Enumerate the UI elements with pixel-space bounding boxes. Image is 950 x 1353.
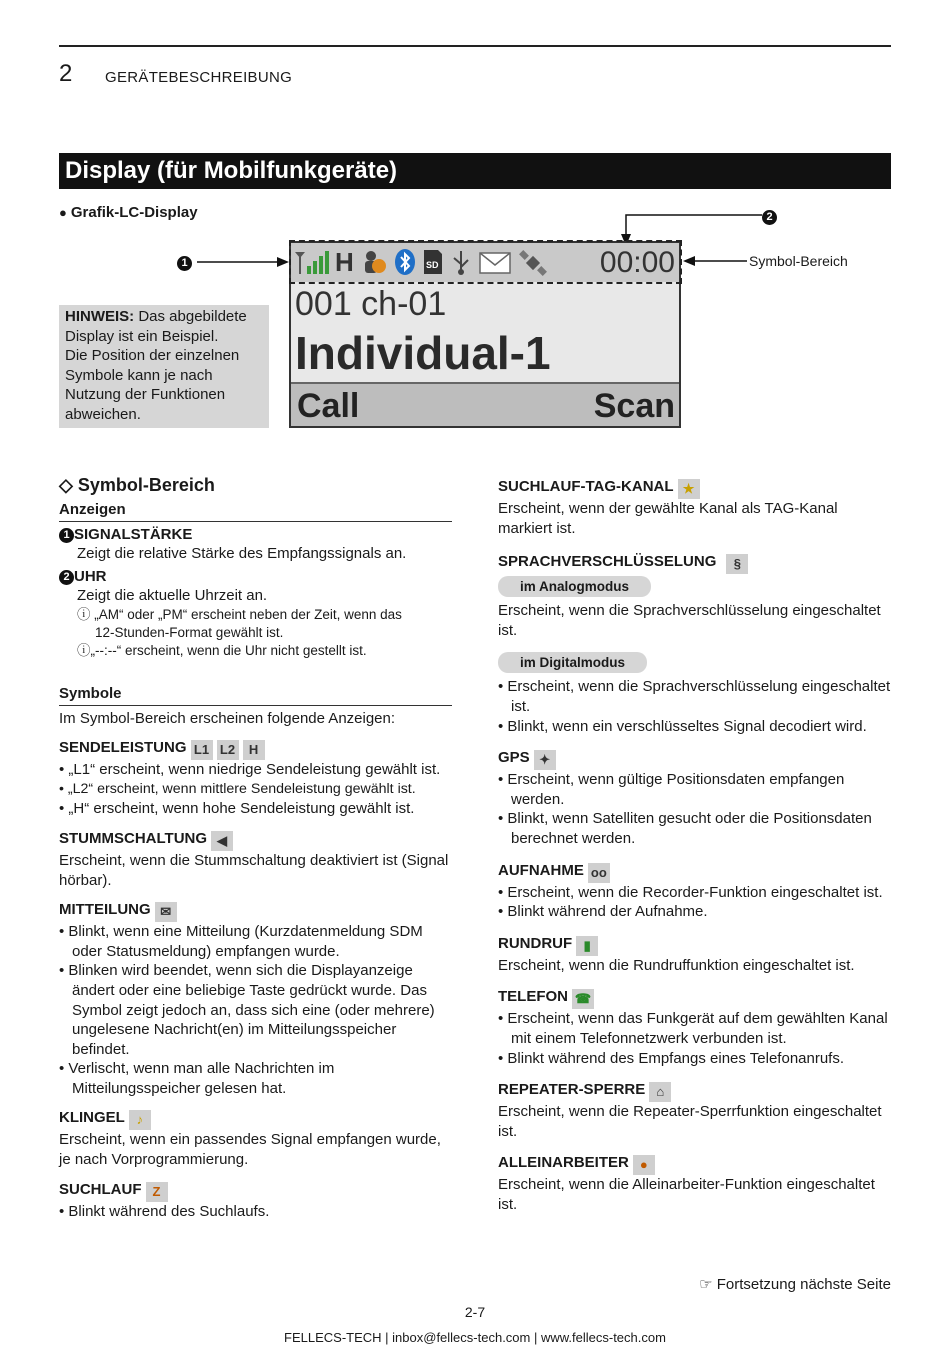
bell-heading [59,1108,452,1130]
num-1-icon: 1 [59,528,74,543]
digital-mode-pill-wrap [498,652,891,673]
broadcast-heading [498,934,891,956]
lone-worker-label: ALLEINARBEITER [498,1154,629,1172]
list-item-text: Blinken wird beendet, wenn sich die Displayanzeige ändert oder eine beliebige Taste gedrückt wurde. Das Symbol zeigt jedoch an, dass sich eine (oder mehrere) ungelesene Nachricht(en) im Mitteilungsspeicher befindet. [68,962,435,1058]
list-item-text: Blinkt während des Empfangs eines Telefonanrufs. [507,1049,845,1067]
chapter-title: GERÄTEBESCHREIBUNG [105,69,293,86]
clock-display: 00:00 [599,246,675,279]
low-power-2-icon: L2 [217,740,239,760]
list-item: • Blinkt, wenn eine Mitteilung (Kurzdatenmeldung SDM oder Statusmeldung) empfangen wurde. [59,923,423,960]
analog-mode-pill-wrap [498,576,891,597]
bell-label: KLINGEL [59,1109,125,1127]
note-line: Symbole kann je nach [65,366,213,384]
list-item-text: Erscheint, wenn die Recorder-Funktion eingeschaltet ist. [507,883,883,901]
symbol-area-arrow [683,254,747,268]
list-item: • Blinkt während des Empfangs eines Telefonanrufs. [498,1049,845,1067]
high-power-icon: H [335,247,354,277]
message-heading [59,900,452,922]
scan-icon: Z [146,1182,168,1202]
tape-icon: oo [588,863,610,883]
power-heading [59,738,452,760]
scrambler-label: SPRACHVERSCHLÜSSELUNG [498,553,717,571]
subsection-heading [59,203,198,223]
continued-note: ☞ Fortsetzung nächste Seite [699,1276,891,1293]
star-icon: ★ [678,479,700,499]
list-item-text: „L1“ erscheint, wenn niedrige Sendeleistung gewählt ist. [68,761,441,779]
note-line: abweichen. [65,405,141,423]
list-item: • Erscheint, wenn gültige Positionsdaten empfangen werden. [498,771,845,808]
list-item: • „H“ erscheint, wenn hohe Sendeleistung gewählt ist. [59,800,415,818]
list-item: • Blinkt, wenn Satelliten gesucht oder die Positionsdaten berechnet werden. [498,810,872,847]
scrambler-heading [498,552,891,574]
left-column [59,474,452,1221]
broadcast-label: RUNDRUF [498,934,573,952]
recording-label: AUFNAHME [498,861,584,879]
scan-heading [59,1180,452,1202]
broadcast-text: Erscheint, wenn die Rundruffunktion eingeschaltet ist. [498,956,855,974]
page-number: 2-7 [464,1304,486,1320]
right-column [498,474,891,1214]
list-item: • Erscheint, wenn die Recorder-Funktion eingeschaltet ist. [498,883,883,901]
note-line: Display ist ein Beispiel. [65,327,219,345]
note-line: Die Position der einzelnen [65,347,240,365]
tag-heading [498,477,891,499]
telephone-heading [498,987,891,1009]
header-rule [59,45,891,47]
note-line: Nutzung der Funktionen [65,386,226,404]
repeater-lockout-heading [498,1080,891,1102]
callout-2: 2 [762,207,777,227]
callout-1-arrow [197,255,289,269]
message-label: MITTEILUNG [59,901,151,919]
low-power-1-icon: L1 [191,740,213,760]
gps-label: GPS [498,749,530,767]
mute-label: STUMMSCHALTUNG [59,829,208,847]
callout-1: 1 [177,253,192,273]
repeater-lockout-text: Erscheint, wenn die Repeater-Sperrfunktion eingeschaltet ist. [498,1103,882,1140]
repeater-lockout-label: REPEATER-SPERRE [498,1081,646,1099]
section-title-bar [59,153,891,189]
satellite-icon: ✦ [534,750,556,770]
speaker-icon: ◀ [211,831,233,851]
broadcast-icon: ▮ [576,936,598,956]
list-item-text: Blinkt, wenn Satelliten gesucht oder die Positionsdaten berechnet werden. [507,810,872,847]
section-title: Display (für Mobilfunkgeräte) [65,157,398,184]
symbols-heading: Symbole [59,684,452,706]
envelope-icon: ✉ [155,902,177,922]
footer-line: FELLECS-TECH | inbox@fellecs-tech.com | www.fellecs-tech.com [284,1330,666,1345]
mute-text: Erscheint, wenn die Stummschaltung deaktiviert ist (Signal hörbar). [59,851,449,889]
analog-mode-pill: im Analogmodus [498,576,651,597]
lone-worker-heading [498,1153,891,1175]
list-item: • Blinkt während der Aufnahme. [498,903,708,921]
scan-label: SUCHLAUF [59,1180,142,1198]
recording-heading [498,861,891,883]
list-item: • „L1“ erscheint, wenn niedrige Sendeleistung gewählt ist. [59,761,441,779]
list-item-text: „H“ erscheint, wenn hohe Sendeleistung gewählt ist. [68,800,415,818]
power-label: SENDELEISTUNG [59,739,187,757]
bell-icon: ♪ [129,1110,151,1130]
symbol-area-heading: ◇ Symbol-Bereich [59,475,215,495]
tag-label: SUCHLAUF-TAG-KANAL [498,478,674,495]
subsection-title: Grafik-LC-Display [70,204,198,221]
scrambler-icon: § [726,554,748,574]
list-item: • Blinkt während des Suchlaufs. [59,1202,270,1220]
telephone-label: TELEFON [498,988,568,1006]
phone-icon: ☎ [572,989,594,1009]
lone-worker-icon: ● [633,1155,655,1175]
bullet-icon: ● [59,205,67,220]
indicators-heading: Anzeigen [59,500,452,522]
list-item-text: Erscheint, wenn gültige Positionsdaten empfangen werden. [507,771,845,808]
mute-heading [59,829,452,851]
list-item-text: Erscheint, wenn das Funkgerät auf dem gewählten Kanal mit einem Telefonnetzwerk verbunden ist. [507,1010,888,1047]
list-item: • Erscheint, wenn die Sprachverschlüsselung eingeschaltet ist. [498,678,891,715]
signal-heading [59,525,452,545]
lcd-channel-name: Individual-1 [295,327,551,379]
list-item-text: Erscheint, wenn die Sprachverschlüsselung eingeschaltet ist. [507,678,891,715]
clock-note-1a: „AM“ oder „PM“ erscheint neben der Zeit, wenn das [94,606,402,622]
list-item: • Verlischt, wenn man alle Nachrichten im Mitteilungsspeicher gelesen hat. [59,1060,335,1097]
clock-label: UHR [74,567,107,585]
list-item: • Blinken wird beendet, wenn sich die Displayanzeige ändert oder eine beliebige Taste gedrückt wurde. Das Symbol zeigt jedoch an, dass sich eine (oder mehrere) ungelesene Nachricht(en) im Mitteilungsspeicher befindet. [59,962,435,1058]
signal-text: Zeigt die relative Stärke des Empfangssignals an. [77,545,407,563]
svg-text:SD: SD [425,260,439,270]
digital-mode-pill: im Digitalmodus [498,652,647,673]
list-item-text: Blinkt, wenn ein verschlüsseltes Signal decodiert wird. [507,717,867,735]
list-item-text: „L2“ erscheint, wenn mittlere Sendeleistung gewählt ist. [67,780,416,797]
clock-heading [59,567,452,587]
note-line: Das abgebildete [138,308,247,325]
gps-heading [498,748,891,770]
note-label: HINWEIS: [65,308,135,325]
clock-text: Zeigt die aktuelle Uhrzeit an. [77,587,268,605]
list-item: • Blinkt, wenn ein verschlüsseltes Signal decodiert wird. [498,717,867,735]
lcd-softkey-bar [291,382,679,426]
signal-label: SIGNALSTÄRKE [74,525,193,543]
list-item-text: Verlischt, wenn man alle Nachrichten im Mitteilungsspeicher gelesen hat. [68,1060,335,1097]
clock-note-2 [59,642,452,660]
info-icon: ⓘ [77,606,95,622]
analog-text: Erscheint, wenn die Sprachverschlüsselung eingeschaltet ist. [498,602,881,639]
num-2-icon: 2 [59,570,74,585]
symbols-intro: Im Symbol-Bereich erscheinen folgende Anzeigen: [59,709,396,727]
list-item: • Erscheint, wenn das Funkgerät auf dem gewählten Kanal mit einem Telefonnetzwerk verbunden ist. [498,1010,888,1047]
symbol-area-heading-text: Symbol-Bereich [77,475,215,495]
symbol-area-label: Symbol-Bereich [749,253,848,269]
softkey-scan: Scan [593,387,675,425]
bell-text: Erscheint, wenn ein passendes Signal empfangen wurde, je nach Vorprogrammierung. [59,1131,441,1169]
repeater-lock-icon: ⌂ [649,1082,671,1102]
lone-worker-text: Erscheint, wenn die Alleinarbeiter-Funktion eingeschaltet ist. [498,1176,875,1213]
list-item: • „L2“ erscheint, wenn mittlere Sendeleistung gewählt ist. [59,780,416,797]
clock-note-1b: 12-Stunden-Format gewählt ist. [95,624,284,640]
symbol-area-outline [289,240,682,284]
clock-note-2-text: „--:--“ erscheint, wenn die Uhr nicht gestellt ist. [90,642,367,658]
chapter-number: 2 [59,60,73,87]
lcd-channel: 001 ch-01 [295,285,447,323]
softkey-call: Call [297,387,360,425]
info-icon: ⓘ [77,642,91,658]
clock-note-1 [59,606,452,624]
note-box [59,305,269,428]
list-item-text: Blinkt während des Suchlaufs. [68,1202,270,1220]
tag-text: Erscheint, wenn der gewählte Kanal als TAG-Kanal markiert ist. [498,500,838,537]
list-item-text: Blinkt während der Aufnahme. [507,903,708,921]
high-power-icon: H [243,740,265,760]
list-item-text: Blinkt, wenn eine Mitteilung (Kurzdatenmeldung SDM oder Statusmeldung) empfangen wurde. [68,923,423,960]
